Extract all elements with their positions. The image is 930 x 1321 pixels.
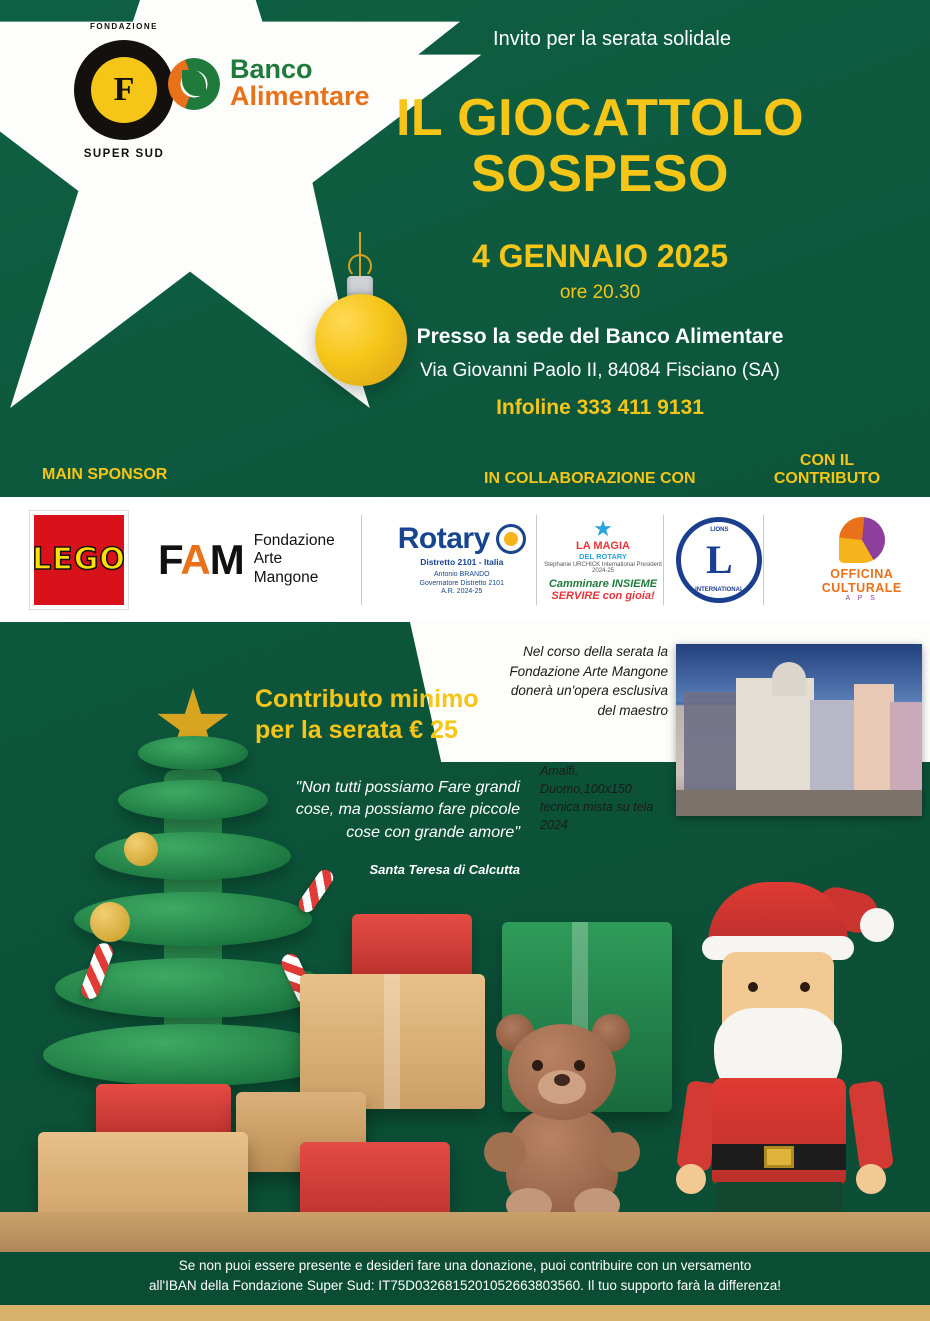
band-divider-4 xyxy=(763,515,764,605)
quote-author: Santa Teresa di Calcutta xyxy=(369,862,520,877)
rotary-governor-name: Antonio BRANDO xyxy=(433,570,490,578)
fam-subtitle-line1: Fondazione xyxy=(253,531,335,549)
teddy-arm-right xyxy=(598,1132,640,1172)
christmas-bauble-icon xyxy=(315,232,407,392)
rotary-governor-year: A.R. 2024-25 xyxy=(441,588,483,596)
label-collaboration: IN COLLABORAZIONE CON xyxy=(484,470,696,487)
invitation-subtitle: Invito per la serata solidale xyxy=(493,28,731,50)
rotary-logo xyxy=(388,522,537,597)
lions-emblem-icon xyxy=(676,517,762,603)
event-time: ore 20.30 xyxy=(559,282,641,303)
lions-top-text: LIONS xyxy=(710,526,729,533)
lions-letter: L xyxy=(706,537,733,582)
infoline-phone: Infoline 333 411 9131 xyxy=(496,396,704,419)
fam-subtitle-line2: Arte Mangone xyxy=(253,550,319,586)
santa-belt-buckle xyxy=(764,1146,794,1168)
poster-title-line1: IL GIOCATTOLO xyxy=(395,89,805,147)
label-contribution-line2: CONTRIBUTO xyxy=(773,470,881,488)
fondazione-super-sud-bottom-text: SUPER SUD xyxy=(83,148,165,160)
gift-ribbon-2 xyxy=(384,974,400,1109)
artwork-caption-line3: 2024 xyxy=(540,818,568,833)
santa-eye-left xyxy=(748,982,758,992)
gift-box-tan-large xyxy=(300,974,485,1109)
tree-tier-2 xyxy=(118,780,268,820)
label-main-sponsor: MAIN SPONSOR xyxy=(42,466,168,483)
tree-tier-3 xyxy=(95,832,291,880)
fondazione-super-sud-ring xyxy=(74,40,174,140)
rotary-governor-role: Governatore Distretto 2101 xyxy=(419,579,504,587)
poster-title-line2: SOSPESO xyxy=(471,145,729,204)
santa-hat-pompom xyxy=(860,908,894,942)
bauble-ball xyxy=(315,294,407,386)
tree-ornament-gold-2 xyxy=(124,832,158,866)
candy-cane-3 xyxy=(296,867,337,915)
officina-culturale-logo xyxy=(794,517,930,602)
santa-hand-left xyxy=(676,1164,706,1194)
magia-slogan-1: Camminare INSIEME xyxy=(548,577,658,590)
minimum-contribution-line2: per la serata € 25 xyxy=(255,716,458,745)
teddy-arm-left xyxy=(484,1132,526,1172)
event-address: Via Giovanni Paolo II, 84084 Fisciano (SA) xyxy=(420,360,780,381)
santa-minifigure-illustration xyxy=(660,882,910,1242)
tree-ornament-gold-1 xyxy=(90,902,130,942)
rotary-governor-info xyxy=(388,571,537,597)
artwork-caption-line1: Amalfi, Duomo,100x150 xyxy=(540,764,632,797)
middle-section xyxy=(0,622,930,1252)
rotary-wheel-icon xyxy=(496,524,526,554)
sponsor-band xyxy=(0,497,930,622)
rotary-wordmark: Rotary xyxy=(397,521,490,555)
rotary-district: Distretto 2101 - Italia xyxy=(420,556,504,567)
floor-surface xyxy=(0,1212,930,1252)
quote-text: "Non tutti possiamo Fare grandi cose, ma possiamo fare piccole cose con grande amore" xyxy=(295,779,520,841)
fondazione-super-sud-top-text: FONDAZIONE xyxy=(90,22,158,31)
fam-subtitle xyxy=(254,532,335,588)
artwork-dome xyxy=(772,662,806,696)
magia-subtitle: DEL ROTARY xyxy=(579,551,627,561)
santa-eye-right xyxy=(800,982,810,992)
lego-wordmark: LEGO xyxy=(32,542,126,577)
magia-title: LA MAGIA xyxy=(576,539,630,552)
footer-section xyxy=(0,1252,930,1321)
magia-slogan-2: SERVIRE con gioia! xyxy=(551,589,655,602)
santa-hand-right xyxy=(856,1164,886,1194)
footer-text xyxy=(0,1256,930,1297)
label-contribution-line1: CON IL xyxy=(799,452,855,469)
lego-logo xyxy=(30,511,128,609)
teddy-eye-left xyxy=(532,1060,543,1071)
artwork-image xyxy=(676,644,922,816)
lions-bottom-text: INTERNATIONAL xyxy=(695,586,744,593)
magia-president: Stephanie URCHICK International President 2024-25 xyxy=(544,561,662,574)
teddy-nose xyxy=(554,1074,570,1086)
donation-note: Nel corso della serata la Fondazione Arte Mangone donerà un'opera esclusiva del maestro xyxy=(509,644,668,718)
tree-tier-1 xyxy=(138,736,248,770)
footer-line2: all'IBAN della Fondazione Super Sud: IT75D0326815201052663803560. Il tuo supporto farà la differenza! xyxy=(148,1278,782,1294)
magia-del-rotary-logo xyxy=(543,515,663,602)
footer-line1: Se non puoi essere presente e desideri fare una donazione, puoi contribuire con un versamento xyxy=(178,1258,752,1273)
rotary-top xyxy=(388,522,537,556)
bauble-loop xyxy=(348,254,372,278)
fam-letter-f: F xyxy=(158,535,181,583)
fondazione-arte-mangone-logo xyxy=(158,532,335,588)
artwork-caption-line2: tecnica mista su tela xyxy=(540,800,654,815)
label-contribution xyxy=(732,452,922,489)
fondazione-super-sud-monogram: F xyxy=(91,57,157,123)
fam-wordmark xyxy=(158,536,244,584)
event-venue: Presso la sede del Banco Alimentare xyxy=(416,325,784,348)
artwork-ground xyxy=(676,790,922,816)
lions-international-logo xyxy=(676,517,763,603)
officina-name: OFFICINA CULTURALE xyxy=(821,567,902,595)
magia-star-icon: ★ xyxy=(593,515,613,541)
banco-alimentare-line1: Banco xyxy=(230,54,313,84)
band-divider-2 xyxy=(536,515,537,605)
tree-tier-6 xyxy=(43,1024,343,1086)
banco-alimentare-line2: Alimentare xyxy=(230,81,370,111)
minimum-contribution-line1: Contributo minimo xyxy=(255,685,479,713)
event-date: 4 GENNAIO 2025 xyxy=(471,238,729,274)
officina-mark-icon xyxy=(839,517,885,563)
teddy-eye-right xyxy=(574,1060,585,1071)
officina-subtitle: A P S xyxy=(845,595,878,602)
top-section xyxy=(0,0,930,497)
band-divider-3 xyxy=(663,515,664,605)
artwork-caption xyxy=(540,762,670,835)
fam-letter-m: M xyxy=(209,535,244,583)
santa-arm-right xyxy=(848,1080,894,1172)
teddy-bear-illustration xyxy=(482,1012,642,1227)
band-divider-1 xyxy=(361,515,362,605)
poster-title xyxy=(290,90,910,202)
footer-accent-bar xyxy=(0,1305,930,1321)
fam-letter-a: A xyxy=(180,535,210,583)
